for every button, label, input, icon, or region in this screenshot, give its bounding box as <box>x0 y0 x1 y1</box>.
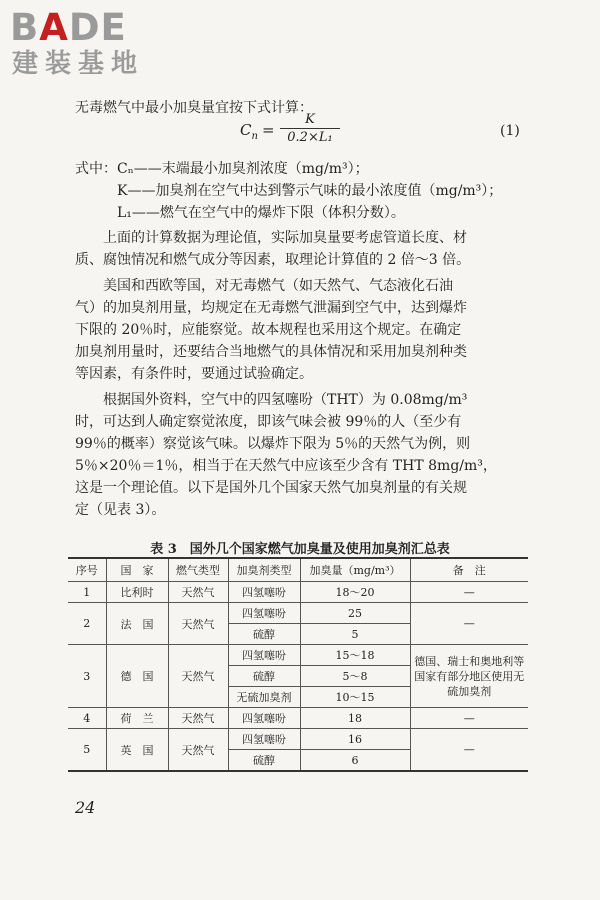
body-line: 这是一个理论值。以下是国外几个国家天然气加臭剂量的有关规 <box>75 480 467 496</box>
cell-amount: 25 <box>300 603 410 624</box>
body-line: 99％的概率）察觉该气味。以爆炸下限为 5％的天然气为例，则 <box>75 436 471 452</box>
cell-amount: 18 <box>300 708 410 729</box>
cell-remark: 德国、瑞士和奥地利等国家有部分地区使用无硫加臭剂 <box>410 645 528 708</box>
cell-country: 英 国 <box>106 729 168 772</box>
cell-remark: — <box>410 708 528 729</box>
cell-agent: 四氢噻吩 <box>228 645 300 666</box>
formula-denominator: 0.2×L₁ <box>287 130 333 145</box>
equation-number: (1) <box>500 123 520 139</box>
body-line: 定（见表 3）。 <box>75 502 166 518</box>
cell-amount: 6 <box>300 750 410 772</box>
table-row <box>68 729 528 750</box>
cell-gas: 天然气 <box>168 603 228 645</box>
bade-logo <box>10 8 144 80</box>
cell-no: 3 <box>68 645 106 708</box>
page-number: 24 <box>75 798 96 817</box>
header-remark: 备 注 <box>410 558 528 582</box>
cell-agent: 四氢噻吩 <box>228 708 300 729</box>
table-row <box>68 582 528 603</box>
table-row <box>68 645 528 666</box>
cell-gas: 天然气 <box>168 708 228 729</box>
body-line: 上面的计算数据为理论值，实际加臭量要考虑管道长度、材 <box>103 230 467 246</box>
odorant-table <box>68 557 528 772</box>
cell-agent: 硫醇 <box>228 750 300 772</box>
where-line: 式中：Cₙ——末端最小加臭剂浓度（mg/m³）； <box>75 161 369 177</box>
body-line: 时，可达到人确定察觉浓度，即该气味会被 99％的人（至少有 <box>75 414 462 430</box>
cell-no: 2 <box>68 603 106 645</box>
cell-agent: 四氢噻吩 <box>228 729 300 750</box>
cell-agent: 硫醇 <box>228 666 300 687</box>
header-odorant-type: 加臭剂类型 <box>228 558 300 582</box>
body-line: 质、腐蚀情况和燃气成分等因素，取理论计算值的 2 倍～3 倍。 <box>75 252 471 268</box>
cell-country: 法 国 <box>106 603 168 645</box>
cell-gas: 天然气 <box>168 645 228 708</box>
cell-remark: — <box>410 729 528 772</box>
logo-text-en: BADE <box>10 6 127 49</box>
cell-agent: 无硫加臭剂 <box>228 687 300 708</box>
cell-amount: 5～8 <box>300 666 410 687</box>
header-amount: 加臭量（mg/m³） <box>300 558 410 582</box>
header-country: 国 家 <box>106 558 168 582</box>
where-line: K——加臭剂在空气中达到警示气味的最小浓度值（mg/m³）； <box>117 183 503 199</box>
body-line: 气）的加臭剂用量，均规定在无毒燃气泄漏到空气中，达到爆炸 <box>75 300 467 316</box>
table-row <box>68 708 528 729</box>
formula-equals: = <box>262 121 275 139</box>
cell-remark: — <box>410 603 528 645</box>
cell-amount: 16 <box>300 729 410 750</box>
cell-amount: 5 <box>300 624 410 645</box>
cell-no: 1 <box>68 582 106 603</box>
formula-numerator: K <box>280 112 340 129</box>
table-header-row <box>68 558 528 582</box>
cell-agent: 硫醇 <box>228 624 300 645</box>
formula-lhs: $C_n$ <box>240 121 258 142</box>
cell-amount: 10～15 <box>300 687 410 708</box>
body-line: 等因素，有条件时，要通过试验确定。 <box>75 366 313 382</box>
table-caption: 表 3 国外几个国家燃气加臭量及使用加臭剂汇总表 <box>150 542 450 557</box>
cell-no: 5 <box>68 729 106 772</box>
cell-country: 比利时 <box>106 582 168 603</box>
cell-agent: 四氢噻吩 <box>228 603 300 624</box>
cell-gas: 天然气 <box>168 582 228 603</box>
where-line: L₁——燃气在空气中的爆炸下限（体积分数）。 <box>117 205 405 221</box>
cell-no: 4 <box>68 708 106 729</box>
cell-country: 荷 兰 <box>106 708 168 729</box>
intro-text: 无毒燃气中最小加臭量宜按下式计算： <box>75 100 313 116</box>
body-line: 加臭剂用量时，还要结合当地燃气的具体情况和采用加臭剂种类 <box>75 344 467 360</box>
logo-text-cn: 建装基地 <box>12 49 145 79</box>
body-line: 下限的 20％时，应能察觉。故本规程也采用这个规定。在确定 <box>75 322 462 338</box>
header-gas-type: 燃气类型 <box>168 558 228 582</box>
body-line: 5％×20％＝1％，相当于在天然气中应该至少含有 THT 8mg/m³， <box>75 458 497 474</box>
table-row <box>68 603 528 624</box>
cell-country: 德 国 <box>106 645 168 708</box>
cell-amount: 18～20 <box>300 582 410 603</box>
body-line: 美国和西欧等国，对无毒燃气（如天然气、气态液化石油 <box>103 278 453 294</box>
cell-gas: 天然气 <box>168 729 228 772</box>
cell-agent: 四氢噻吩 <box>228 582 300 603</box>
formula-fraction <box>280 112 340 145</box>
cell-remark: — <box>410 582 528 603</box>
cell-amount: 15～18 <box>300 645 410 666</box>
header-no: 序号 <box>68 558 106 582</box>
body-line: 根据国外资料，空气中的四氢噻吩（THT）为 0.08mg/m³ <box>103 392 468 408</box>
